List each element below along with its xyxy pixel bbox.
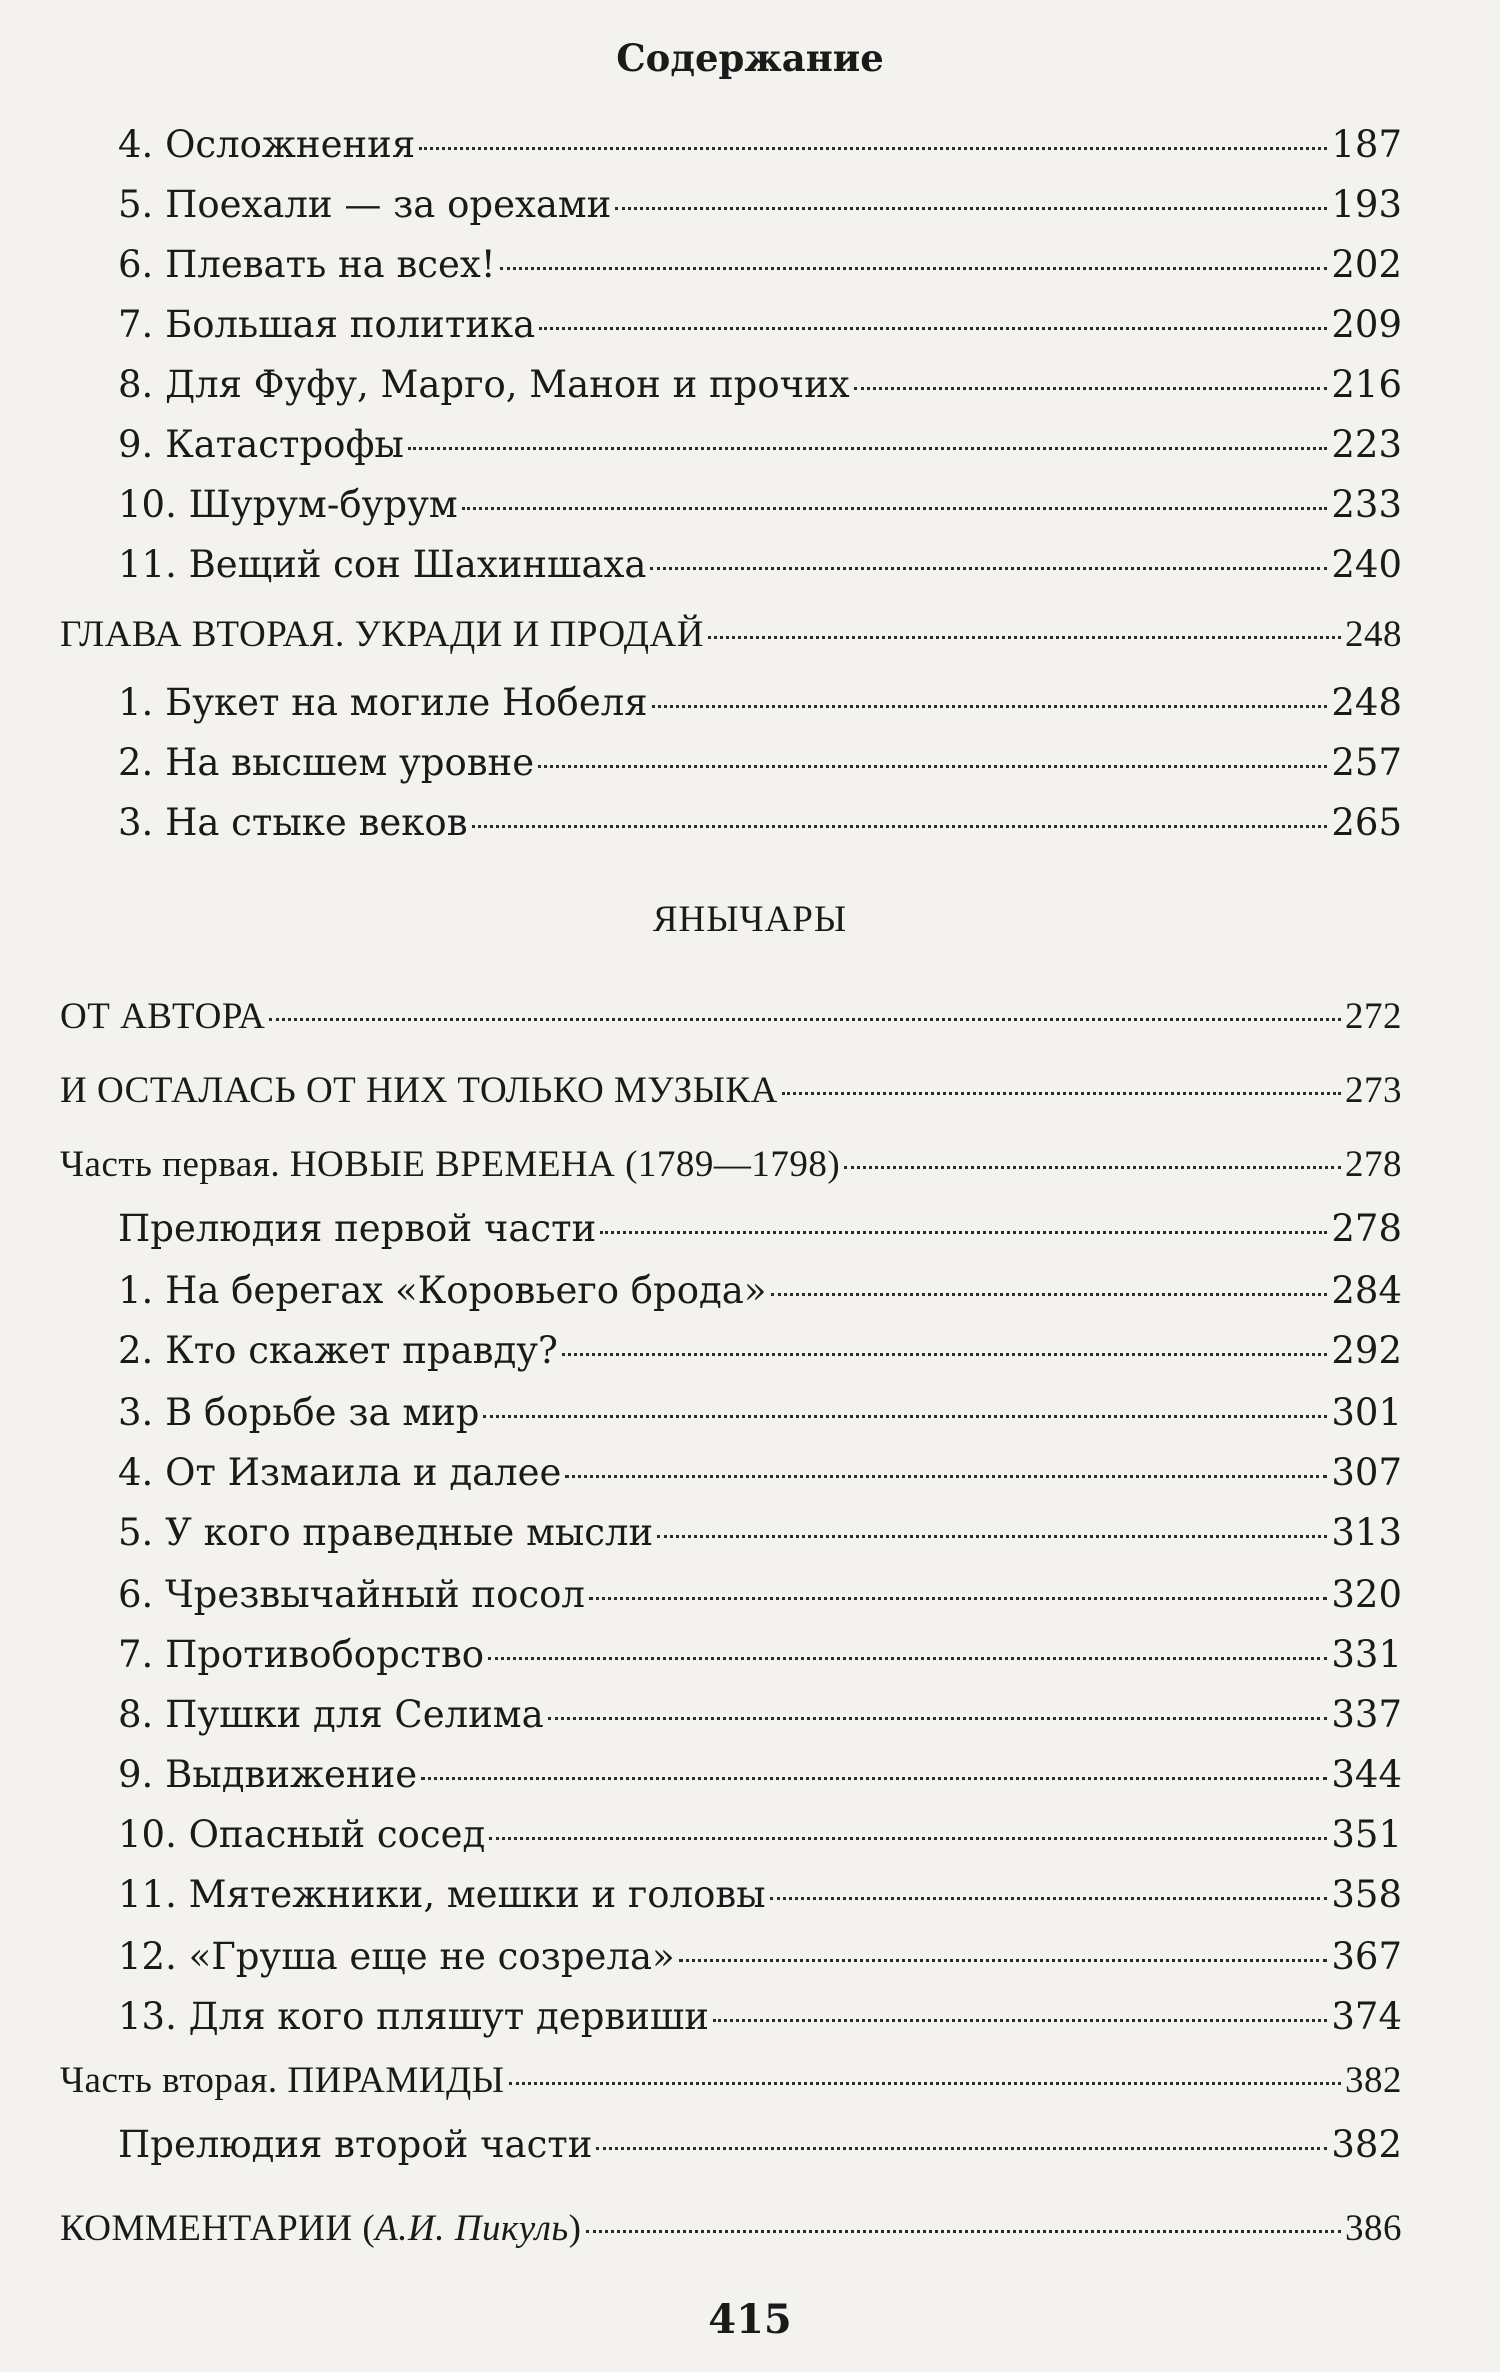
toc-entry-page: 331 [1331,1633,1402,1676]
toc-entry-page: 382 [1345,2060,1402,2101]
toc-entry [118,1872,1402,1918]
toc-entry-title: 9. Катастрофы [118,423,404,466]
toc-entry [118,362,1402,408]
dot-leader [713,2019,1327,2022]
toc-entry-title: 7. Противоборство [118,1633,485,1676]
dot-leader [844,1166,1341,1169]
toc-entry-title: 2. На высшем уровне [118,741,535,784]
toc-entry-page: 248 [1345,614,1402,655]
toc-entry [118,1328,1402,1374]
toc-entry-title: 9. Выдвижение [118,1753,418,1796]
dot-leader [650,567,1327,570]
dot-leader [854,387,1328,390]
dot-leader [565,1475,1327,1478]
toc-entry [118,482,1402,528]
running-header: Содержание [616,36,884,80]
dot-leader [500,267,1328,270]
toc-entry-page: 382 [1331,2123,1402,2166]
toc-entry-page: 216 [1331,363,1402,406]
toc-entry [118,680,1402,726]
dot-leader [652,705,1328,708]
toc-entry-page: 233 [1331,483,1402,526]
toc-entry-title: И ОСТАЛАСЬ ОТ НИХ ТОЛЬКО МУЗЫКА [60,1070,778,1111]
toc-entry-page: 358 [1331,1873,1402,1916]
toc-entry-title: Часть первая. НОВЫЕ ВРЕМЕНА (1789—1798) [60,1144,841,1185]
toc-entry [118,1692,1402,1738]
dot-leader [408,447,1328,450]
toc-entry-page: 351 [1331,1813,1402,1856]
toc-entry-title: 6. Плевать на всех! [118,243,496,286]
dot-leader [488,1657,1327,1660]
toc-entry-title: 8. Для Фуфу, Марго, Манон и прочих [118,363,850,406]
toc-entry-page: 240 [1331,543,1402,586]
toc-entry-title: Прелюдия второй части [118,2123,593,2166]
toc-chapter [60,994,1402,1040]
commentary-label: КОММЕНТАРИИ [60,2208,353,2249]
toc-entry-title: Прелюдия первой части [118,1207,597,1250]
toc-entry-title: 11. Мятежники, мешки и головы [118,1873,766,1916]
toc-entry-page: 344 [1331,1753,1402,1796]
toc-entry-page: 202 [1331,243,1402,286]
dot-leader [771,1293,1328,1296]
toc-entry-title: 12. «Груша еще не созрела» [118,1935,675,1978]
toc-entry [118,800,1402,846]
toc-entry [118,122,1402,168]
toc-entry-page: 278 [1331,1207,1402,1250]
toc-entry-page: 257 [1331,741,1402,784]
toc-entry-title: 1. На берегах «Коровьего брода» [118,1269,767,1312]
toc-entry [118,1752,1402,1798]
toc-entry [118,182,1402,228]
toc-entry-page: 265 [1331,801,1402,844]
dot-leader [489,1837,1327,1840]
toc-entry-page: 223 [1331,423,1402,466]
dot-leader [596,2147,1327,2150]
commentary-author: А.И. Пикуль [375,2208,569,2249]
toc-entry [118,1994,1402,2040]
toc-entry-title: КОММЕНТАРИИ (А.И. Пикуль) [60,2208,582,2249]
toc-entry-page: 337 [1331,1693,1402,1736]
toc-entry-page: 367 [1331,1935,1402,1978]
toc-entry [118,242,1402,288]
toc-entry [118,1390,1402,1436]
toc-entry [118,1572,1402,1618]
toc-entry-page: 313 [1331,1511,1402,1554]
toc-chapter [60,1068,1402,1114]
dot-leader [782,1092,1341,1095]
dot-leader [419,147,1327,150]
dot-leader [269,1018,1341,1021]
toc-entry-page: 209 [1331,303,1402,346]
dot-leader [462,507,1328,510]
toc-entry-title: 13. Для кого пляшут дервиши [118,1995,709,2038]
dot-leader [589,1597,1328,1600]
toc-entry [118,542,1402,588]
toc-entry-title: 5. Поехали — за орехами [118,183,612,226]
dot-leader [708,636,1341,639]
toc-chapter [60,612,1402,658]
dot-leader [586,2230,1342,2233]
dot-leader [562,1353,1327,1356]
dot-leader [483,1415,1327,1418]
toc-entry-page: 307 [1331,1451,1402,1494]
dot-leader [600,1231,1327,1234]
toc-entry-title: 4. Осложнения [118,123,416,166]
toc-entry [118,1934,1402,1980]
dot-leader [770,1897,1328,1900]
toc-entry-title: 10. Шурум-бурум [118,483,458,526]
toc-entry-page: 272 [1345,996,1402,1037]
toc-entry-title: 7. Большая политика [118,303,536,346]
toc-part [60,1142,1402,1188]
toc-entry-page: 278 [1345,1144,1402,1185]
toc-entry-page: 284 [1331,1269,1402,1312]
toc-entry-title: ОТ АВТОРА [60,996,266,1037]
toc-entry-page: 301 [1331,1391,1402,1434]
dot-leader [472,825,1328,828]
dot-leader [539,327,1327,330]
toc-entry-page: 292 [1331,1329,1402,1372]
toc-chapter [60,2206,1402,2252]
toc-entry-title: 3. В борьбе за мир [118,1391,480,1434]
dot-leader [679,1959,1328,1962]
toc-entry [118,740,1402,786]
section-heading: ЯНЫЧАРЫ [652,899,848,940]
dot-leader [538,765,1327,768]
toc-entry [118,1450,1402,1496]
toc-entry-title: ГЛАВА ВТОРАЯ. УКРАДИ И ПРОДАЙ [60,614,704,655]
toc-entry-title: 10. Опасный сосед [118,1813,486,1856]
toc-entry-page: 386 [1345,2208,1402,2249]
toc-entry-title: 1. Букет на могиле Нобеля [118,681,648,724]
toc-entry-title: 2. Кто скажет правду? [118,1329,558,1372]
toc-entry-title: 8. Пушки для Селима [118,1693,544,1736]
toc-entry [118,2122,1402,2168]
toc-entry [118,1632,1402,1678]
toc-entry [118,1206,1402,1252]
toc-entry [118,302,1402,348]
toc-entry-page: 187 [1331,123,1402,166]
toc-entry-title: 11. Вещий сон Шахиншаха [118,543,647,586]
toc-entry-title: 5. У кого праведные мысли [118,1511,654,1554]
toc-entry-title: Часть вторая. ПИРАМИДЫ [60,2060,505,2101]
dot-leader [548,1717,1328,1720]
toc-entry [118,422,1402,468]
page-number: 415 [708,2296,792,2343]
toc-entry-title: 6. Чрезвычайный посол [118,1573,585,1616]
toc-entry-page: 193 [1331,183,1402,226]
toc-entry-page: 374 [1331,1995,1402,2038]
toc-entry-title: 3. На стыке веков [118,801,468,844]
toc-part [60,2058,1402,2104]
toc-entry [118,1268,1402,1314]
toc-entry [118,1812,1402,1858]
dot-leader [509,2082,1342,2085]
toc-entry-page: 248 [1331,681,1402,724]
dot-leader [615,207,1327,210]
toc-entry-title: 4. От Измаила и далее [118,1451,562,1494]
dot-leader [657,1535,1327,1538]
toc-entry [118,1510,1402,1556]
toc-entry-page: 320 [1331,1573,1402,1616]
toc-entry-page: 273 [1345,1070,1402,1111]
dot-leader [421,1777,1327,1780]
